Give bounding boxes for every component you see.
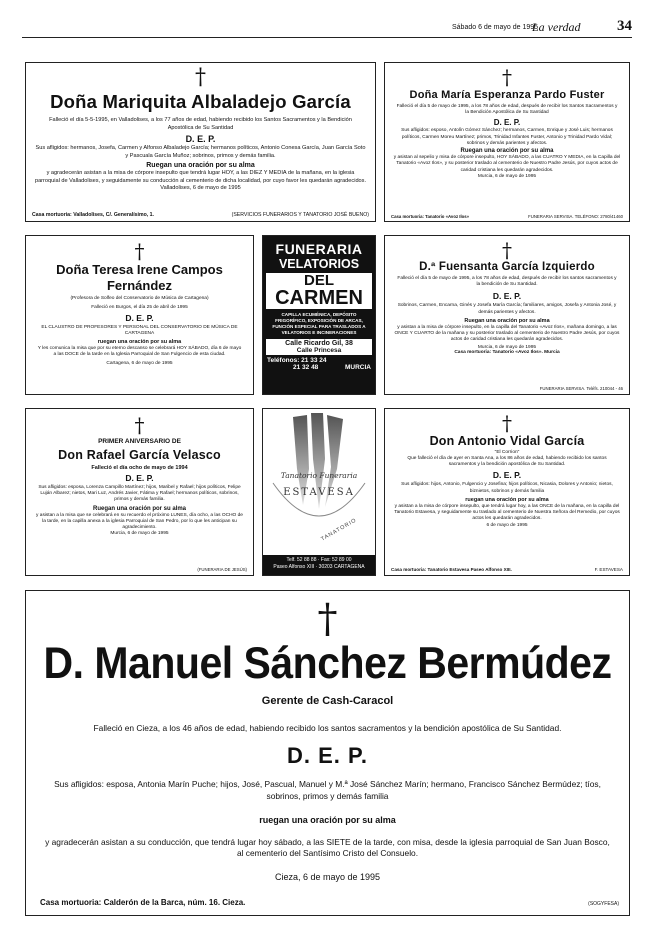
prayer-request: Ruegan una oración por su alma	[146, 162, 255, 170]
newspaper-name: La verdad	[532, 20, 581, 34]
rip: D. E. P.	[125, 312, 154, 323]
brand-name: Tanatorio Funeraria	[280, 471, 358, 480]
funeral-service: F. ESTAVESA	[594, 567, 623, 572]
obituary-vidal	[384, 408, 630, 576]
cross-icon: †	[502, 238, 512, 262]
obituary-albaladejo	[25, 62, 376, 222]
rip: D. E. P.	[493, 118, 521, 128]
contact-address: Paseo Alfonso XIII · 30203 CARTAGENA	[273, 564, 365, 570]
header-date: Sábado 6 de mayo de 1995	[452, 24, 539, 31]
mortuary-house: Casa mortuoria: Calderón de la Barca, núm. 16. Cieza.	[40, 898, 246, 907]
mourners-text: Sobrinos, Carmen, Encarna, Ginés y Josefa María García; familiares, amigos, Josefa y Antonia José, y demás parientes y afectos.	[397, 303, 617, 315]
funeral-service: (SERVICIOS FUNERARIOS Y TANATORIO JOSÉ BUENO)	[231, 212, 369, 218]
deceased-name	[26, 262, 253, 295]
mourners-text: Sus afligidos: esposa, Lorenza Campillo Martínez; hijos, Maribel y Rafael; hijos políticos, Felipe Luján Albarez; nietos, Mari Luz, Andrés Javier, Fátima y Rafael; hermanos políticos, sobrinos, primos y demás familia.	[38, 485, 241, 503]
deceased-name: D. Manuel Sánchez Bermúdez	[43, 638, 612, 688]
mourners-text: EL CLAUSTRO DE PROFESORES Y PERSONAL DEL CONSERVATORIO DE MÚSICA DE CARTAGENA	[41, 324, 238, 336]
profession: (Profesora de Solfeo del Conservatorio de Música de Cartagena)	[70, 295, 209, 301]
mass-text: y asistan a la misa de córpore insepulto, en la capilla del Tanatorio «Avoz Ilos», mañana domingo, a las ONCE Y CUARTO de la mañana y su posterior traslado al cementerio de Nuestro Padre Jesús, por cuyos actos de caridad cristiana les quedarán agradecidos.	[394, 324, 620, 343]
mass-text: y asistan a la misa que se celebrará en su recuerdo el próximo LUNES, día ocho, a las OCHO de la tarde, en la capilla anexa a la iglesia Parroquial de San Pedro, por lo que les anticipan su agradecimiento.	[36, 512, 243, 531]
nickname: "El Corrion"	[494, 450, 520, 455]
cross-icon: †	[502, 65, 512, 89]
deceased-name-line2: Fernández	[106, 278, 172, 294]
deceased-name-line1: Doña Teresa Irene Campos	[56, 262, 223, 277]
rip: D. E. P.	[492, 470, 522, 481]
mass-text: y asistan al sepelio y misa de córpore insepulto, HOY SÁBADO, a las CUATRO Y MEDIA, en la Capilla del Tanatorio «Avoz Ilos», y su posterior traslado al cementerio de Nuestro Padre Jesús, por cuyos actos de caridad cristiana les quedarán agradecidos.	[393, 155, 621, 173]
place-date: Cieza, 6 de mayo de 1995	[274, 872, 381, 883]
mourners-text: Sus afligidos: hijos, Antonio, Fulgencio y Josefina; hijos políticos, Nicasia, Dolores y Antonio; nietos, biznietos, sobrinos y demás familia	[401, 482, 613, 494]
ad-description: CAPILLA ECUMÉNICA, DEPÓSITO FRIGORÍFICO, EXPOSICIÓN DE ARCAS, FUNCIÓN ESPECIAL PARA TRASLADOS A VELATORIOS E INCINERACIONES	[272, 312, 366, 335]
ad-phone-1: Teléfonos: 21 33 24	[267, 356, 327, 364]
job-title: Gerente de Cash-Caracol	[261, 695, 394, 707]
cross-icon: †	[134, 413, 145, 437]
mourners-text: Sus afligidos: hermanos, Josefa, Carmen y Alfonso Albaladejo García; hermanos políticos, Antonio Conesa García, Juan García Soto y Pascuala García Muñoz; sobrinos, primos y demás familia.	[35, 145, 366, 159]
ad-title-1: FUNERARIA	[275, 241, 363, 257]
deceased-name: Don Antonio Vidal García	[429, 434, 585, 448]
deceased-name: Doña María Esperanza Pardo Fuster	[409, 89, 605, 101]
funeral-service: (SOGYFESA)	[588, 901, 619, 907]
ad-title-4: CARMEN	[275, 287, 363, 309]
mortuary-house: Casa mortuoria: Tanatorio Estavesa Paseo Alfonso XIII.	[391, 567, 512, 572]
deceased-name: Don Rafael García Velasco	[58, 448, 221, 462]
death-text: Falleció en Burgos, el día 25 de abril de 1995	[91, 304, 188, 310]
obituary-campos	[25, 235, 254, 395]
ad-title-3: DEL	[304, 272, 334, 289]
mortuary-house: Casa mortuoria: Tanatorio «Avoz Ilos». Murcia	[454, 349, 560, 355]
death-text: Falleció el día 5 de mayo de 1995, a los 78 años de edad, después de recibir los Santos Sacramentos y la Bendición Apostólica de Su Santidad	[396, 104, 618, 116]
obituary-sanchez-bermudez	[25, 590, 630, 916]
death-text: Falleció el día 5-5-1995, en Valladolises, a los 77 años de edad, habiendo recibido los Santos Sacramentos y la Bendición Apostólica de Su Santidad	[49, 117, 352, 131]
ad-title-3-band	[266, 273, 372, 309]
cross-icon: †	[502, 411, 512, 435]
mourners-text: Sus afligidos: esposa, Antonia Marín Puche; hijos, José, Pascual, Manuel y M.ª José Sánchez Marín; hermano, Francisco Sánchez Bermúdez; tíos, sobrinos, primos y demás familia	[54, 779, 601, 801]
contact-phones: Telf. 52 88 88 · Fax: 52 89 00	[286, 557, 352, 563]
place-date: Murcia, 6 de mayo de 1995	[477, 173, 537, 179]
ad-phones	[267, 357, 371, 371]
obituary-pardo	[384, 62, 630, 222]
ad-phone-line-2	[267, 364, 371, 371]
mass-text: y asistan a la misa de córpore insepulto, que tendrá lugar hoy, a las ONCE de la mañana, en la capilla del Tanatorio Estavesa, y seguidamente su traslado al cementerio de Nuestra Señora del Remedio, por cuyos actos les quedarán agradecidos.	[394, 503, 620, 522]
place-date: Valladolises, 6 de mayo de 1995	[160, 185, 241, 192]
place-date: Murcia, 6 de mayo de 1995	[477, 344, 537, 350]
mass-text: y agradecerán asistan a su conducción, que tendrá lugar hoy sábado, a las SIETE de la tarde, con misa, desde la iglesia parroquial de San Juan Bosco, al cementerio del Santísimo Cristo del Consuelo.	[45, 836, 610, 859]
deceased-name: D.ª Fuensanta García Izquierdo	[419, 261, 595, 273]
anniversary-label: PRIMER ANIVERSARIO DE	[98, 438, 181, 445]
death-text: Que falleció el día de ayer en Santa Ana, a los 86 años de edad, habiendo recibido los santos sacramentos y la bendición apostólica de Su Santidad.	[407, 456, 607, 468]
ad-city: MURCIA	[345, 363, 371, 371]
mortuary-house: Casa mortuoria: Valladolises, C/. Generalísimo, 1.	[32, 212, 154, 218]
deceased-name: Doña Mariquita Albaladejo García	[50, 91, 351, 112]
place-date: Murcia, 6 de mayo de 1995	[110, 531, 169, 537]
death-text: Falleció en Cieza, a los 46 años de edad, habiendo recibido los santos sacramentos y la bendición apostólica de Su Santidad.	[93, 723, 562, 733]
ad-tanatorio-estavesa	[262, 408, 376, 576]
obituary-garcia-izquierdo	[384, 235, 630, 395]
prayer-request: ruegan una oración por su alma	[259, 814, 396, 825]
death-text: Falleció el día 5 de mayo de 1995, a los 78 años de edad, después de recibir los santos sacramentos y la bendición de Su Santidad.	[397, 276, 617, 288]
estavesa-logo-icon	[263, 409, 375, 555]
prayer-request: ruegan una oración por su alma	[465, 496, 549, 503]
cross-icon: †	[195, 65, 206, 90]
prayer-request: Ruegan una oración por su alma	[460, 148, 554, 155]
place-date: Cartagena, 6 de mayo de 1995	[106, 361, 173, 367]
mourners-text: Sus afligidos: esposo, Antolín Gómez Sánchez; hermanos, Carmen, Enrique y José Luis; hermanos políticos, Carmen Moreu Martínez; primos, Trinidad Infantes Fuster, Antonio y Trinidad Pardo Vidal; sobrinos y demás parientes y afectos.	[401, 128, 613, 146]
cross-icon: †	[317, 596, 338, 642]
arc-label: TANATORIO	[320, 517, 358, 543]
rip: D. E. P.	[287, 743, 368, 768]
brand-title: ESTAVESA	[283, 487, 355, 498]
mortuary-house: Casa mortuoria: Tanatorio «Avoz Ilos»	[391, 214, 470, 219]
rip: D. E. P.	[185, 134, 216, 145]
rip: D. E. P.	[492, 291, 522, 302]
prayer-request: Ruegan una oración por su alma	[92, 505, 187, 512]
ad-title-2: VELATORIOS	[278, 257, 360, 271]
obituary-garcia-velasco	[25, 408, 254, 576]
rip: D. E. P.	[125, 473, 154, 483]
prayer-request: Ruegan una oración por su alma	[464, 317, 550, 324]
mass-text: Y les comunica la misa que por su eterno descanso se celebrará HOY SÁBADO, día 6 de mayo a las DOCE de la tarde en la Iglesia Parroquial de San Fulgencio de esta ciudad.	[37, 345, 242, 358]
contact-band	[263, 555, 375, 575]
funeral-service: (FUNERARIA DE JESÚS)	[197, 567, 247, 572]
page-number: 34	[617, 18, 632, 34]
page-header	[452, 20, 632, 38]
ad-address-band	[266, 339, 372, 355]
cross-icon: †	[134, 239, 145, 263]
ad-address-2: Calle Princesa	[296, 346, 342, 354]
ad-phone-2: 21 32 48	[293, 363, 319, 371]
prayer-request: ruegan una oración por su alma	[97, 338, 182, 345]
mass-text: y agradecerán asistan a la misa de córpore insepulto que tendrá lugar HOY, a las DIEZ Y MEDIA de la mañana, en la iglesia parroquial de Valladolises, y seguidamente su conducción al cementerio de dicha localidad, por cuyo favor les quedarán agradecidos.	[34, 170, 367, 184]
death-text: Falleció el día ocho de mayo de 1994	[91, 465, 188, 471]
header-rule	[22, 37, 632, 38]
ad-funeraria-carmen	[262, 235, 376, 395]
funeral-service: FUNERARIA SERVISA. TELÉFONO: 2780/41460	[528, 214, 623, 219]
place-date: 6 de mayo de 1995	[486, 522, 528, 528]
funeral-service: FUNERARIA SERVISA. Teléfs. 210044 - 46	[539, 386, 623, 391]
ad-address-1: Calle Ricardo Gil, 38	[285, 339, 353, 347]
